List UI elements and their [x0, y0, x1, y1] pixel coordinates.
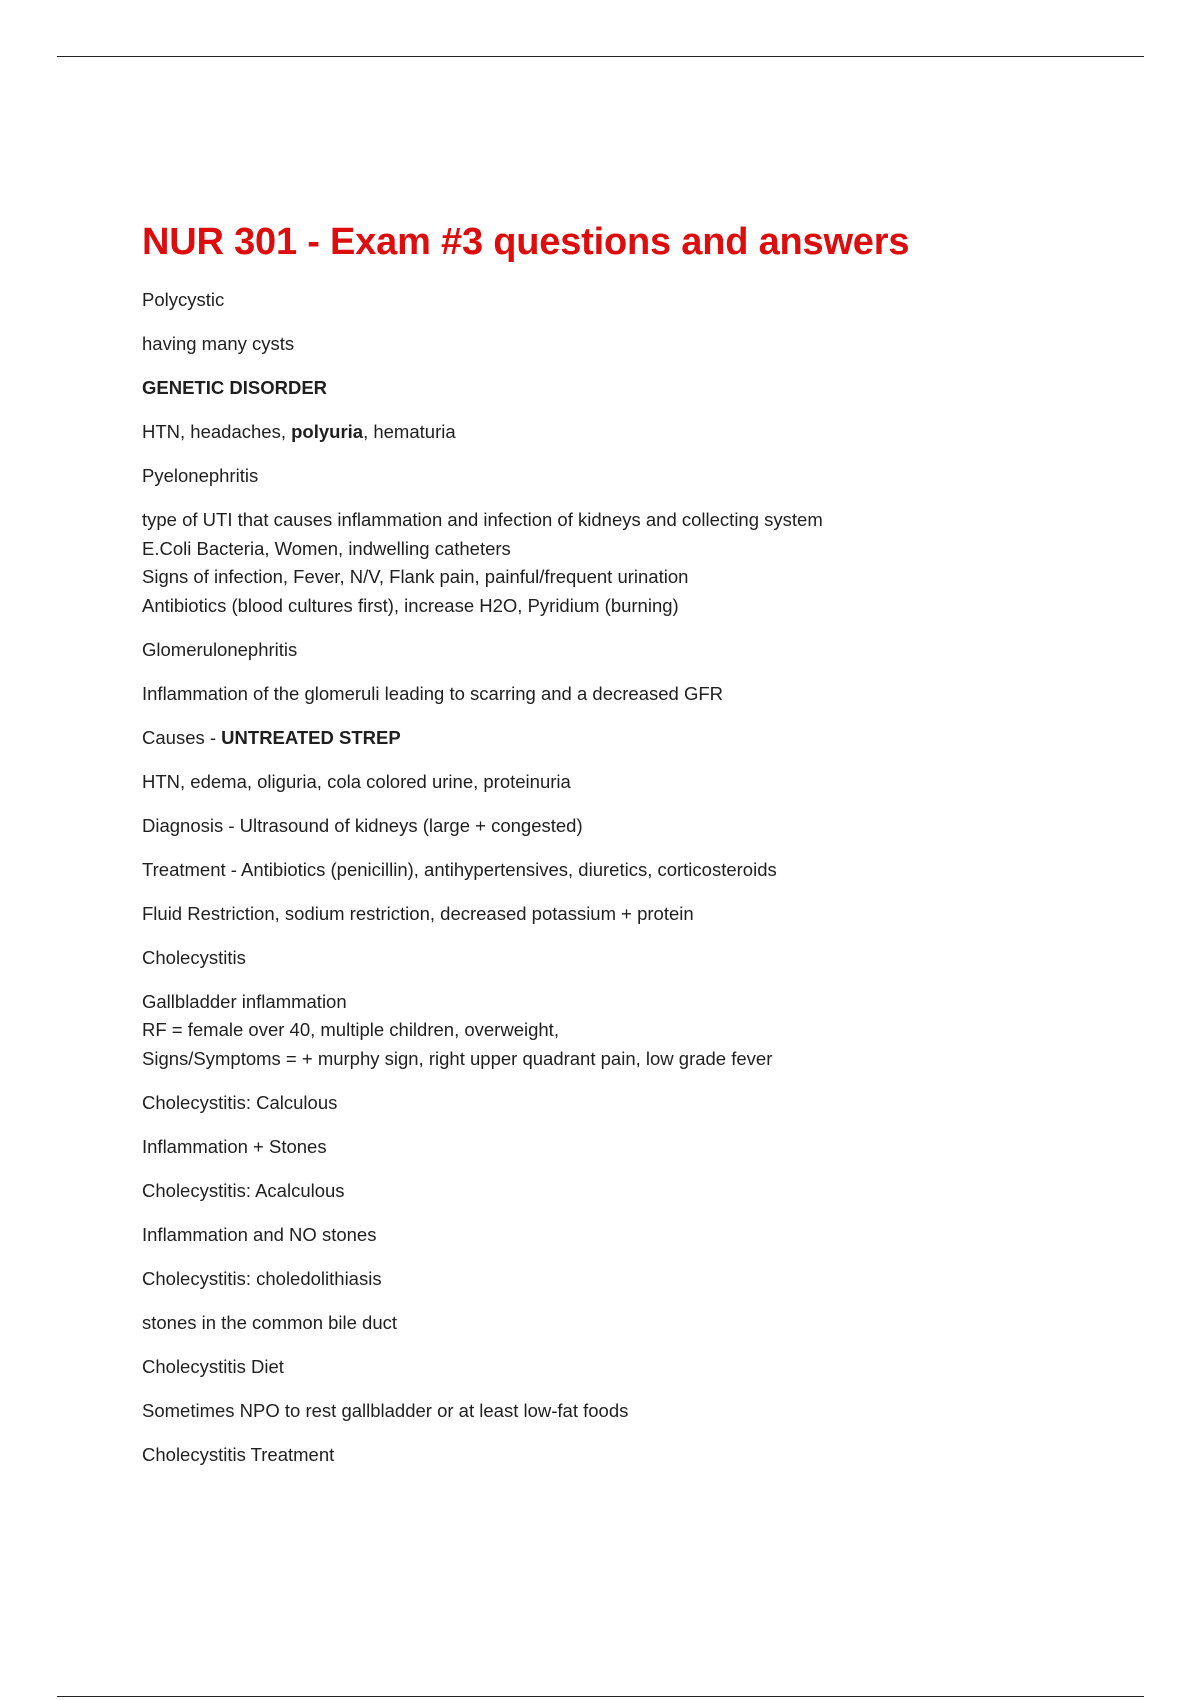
text-segment: Antibiotics (blood cultures first), increase H2O, Pyridium (burning) — [142, 594, 679, 616]
text-line — [142, 680, 1142, 709]
text-segment: Inflammation of the glomeruli leading to scarring and a decreased GFR — [142, 682, 723, 704]
text-segment: Inflammation + Stones — [142, 1135, 327, 1157]
paragraph — [142, 1309, 1142, 1338]
text-segment: Cholecystitis: Calculous — [142, 1091, 338, 1113]
paragraph — [142, 1441, 1142, 1470]
text-line — [142, 636, 1142, 665]
text-line — [142, 1221, 1142, 1250]
document-title: NUR 301 - Exam #3 questions and answers — [142, 221, 910, 263]
text-segment: HTN, edema, oliguria, cola colored urine, proteinuria — [142, 770, 571, 792]
paragraph — [142, 1133, 1142, 1162]
text-line — [142, 768, 1142, 797]
text-segment: Inflammation and NO stones — [142, 1223, 377, 1245]
text-segment: Causes - — [142, 726, 222, 748]
paragraph — [142, 1265, 1142, 1294]
paragraph — [142, 1397, 1142, 1426]
text-line — [142, 374, 1142, 403]
text-segment: Cholecystitis — [142, 946, 246, 968]
text-segment: Fluid Restriction, sodium restriction, decreased potassium + protein — [142, 902, 694, 924]
text-line — [142, 1309, 1142, 1338]
paragraph — [142, 1353, 1142, 1382]
text-segment: , hematuria — [363, 421, 456, 442]
paragraph — [142, 768, 1142, 797]
text-line — [142, 856, 1142, 885]
text-line — [142, 506, 1142, 535]
text-line — [142, 418, 1142, 447]
paragraph — [142, 286, 1142, 315]
text-segment: Gallbladder inflammation — [142, 990, 347, 1012]
paragraph — [142, 944, 1142, 973]
text-line — [142, 462, 1142, 491]
text-line — [142, 1045, 1142, 1074]
text-segment: Cholecystitis: Acalculous — [142, 1179, 345, 1201]
text-segment: Cholecystitis: choledolithiasis — [142, 1267, 382, 1289]
paragraph — [142, 330, 1142, 359]
text-segment: Signs of infection, Fever, N/V, Flank pain, painful/frequent urination — [142, 566, 689, 587]
text-segment: Pyelonephritis — [142, 465, 259, 486]
text-segment: having many cysts — [142, 333, 295, 354]
text-line — [142, 1441, 1142, 1470]
text-line — [142, 900, 1142, 929]
bold-text-segment: GENETIC DISORDER — [142, 377, 328, 398]
text-line — [142, 1353, 1142, 1382]
paragraph — [142, 812, 1142, 841]
text-segment: E.Coli Bacteria, Women, indwelling catheters — [142, 537, 511, 559]
bold-text-segment: UNTREATED STREP — [221, 726, 401, 748]
paragraph — [142, 374, 1142, 403]
text-line — [142, 563, 1142, 592]
paragraph — [142, 900, 1142, 929]
text-line — [142, 330, 1142, 359]
text-line — [142, 1016, 1142, 1045]
text-line — [142, 724, 1142, 753]
text-segment: Cholecystitis Diet — [142, 1355, 284, 1377]
text-line — [142, 1177, 1142, 1206]
text-segment: Glomerulonephritis — [142, 638, 298, 660]
text-segment: Sometimes NPO to rest gallbladder or at least low-fat foods — [142, 1399, 629, 1421]
text-line — [142, 286, 1142, 315]
text-segment: stones in the common bile duct — [142, 1311, 398, 1333]
paragraph — [142, 988, 1142, 1074]
paragraph — [142, 1221, 1142, 1250]
text-segment: Diagnosis - Ultrasound of kidneys (large + congested) — [142, 814, 583, 836]
text-segment: Polycystic — [142, 289, 225, 310]
paragraph — [142, 680, 1142, 709]
text-line — [142, 812, 1142, 841]
paragraph — [142, 636, 1142, 665]
paragraph — [142, 418, 1142, 447]
document-body — [142, 212, 1142, 1485]
text-segment: Treatment - Antibiotics (penicillin), antihypertensives, diuretics, corticosteroids — [142, 858, 777, 880]
text-line — [142, 1397, 1142, 1426]
text-line — [142, 535, 1142, 564]
text-segment: Cholecystitis Treatment — [142, 1443, 335, 1465]
text-segment: RF = female over 40, multiple children, overweight, — [142, 1019, 559, 1040]
text-segment: HTN, headaches, — [142, 421, 292, 442]
text-segment: Signs/Symptoms = + murphy sign, right upper quadrant pain, low grade fever — [142, 1047, 773, 1069]
text-line — [142, 944, 1142, 973]
paragraph-list — [142, 286, 1142, 1469]
paragraph — [142, 1089, 1142, 1118]
paragraph — [142, 1177, 1142, 1206]
text-line — [142, 1089, 1142, 1118]
paragraph — [142, 856, 1142, 885]
bold-text-segment: polyuria — [291, 421, 364, 442]
text-line — [142, 1265, 1142, 1294]
text-line — [142, 988, 1142, 1017]
paragraph — [142, 724, 1142, 753]
text-segment: type of UTI that causes inflammation and infection of kidneys and collecting system — [142, 509, 823, 530]
header-rule — [57, 56, 1144, 57]
paragraph — [142, 506, 1142, 620]
footer-rule — [57, 1696, 1144, 1697]
paragraph — [142, 462, 1142, 491]
text-line — [142, 1133, 1142, 1162]
text-line — [142, 592, 1142, 621]
